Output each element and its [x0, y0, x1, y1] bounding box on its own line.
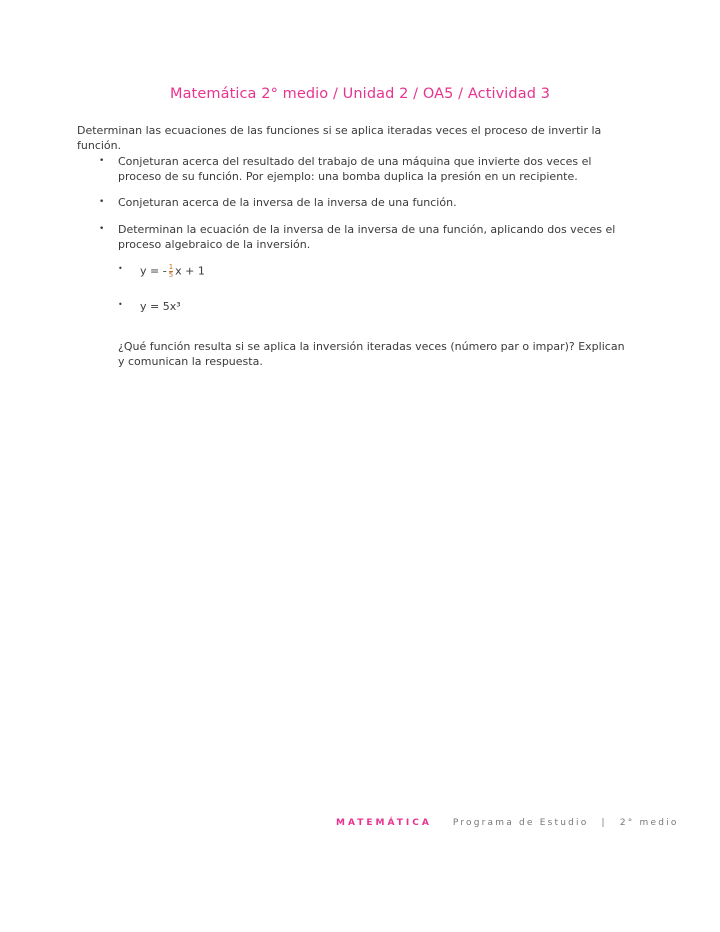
bullet-icon: •	[118, 264, 123, 273]
bullet-icon: •	[99, 224, 105, 234]
bullet-list-3	[77, 222, 622, 252]
list-item-text: Conjeturan acerca de la inversa de la inversa de una función.	[118, 196, 457, 209]
list-item	[77, 154, 622, 184]
page-title: Matemática 2° medio / Unidad 2 / OA5 / Actividad 3	[169, 86, 551, 102]
list-item-text: Determinan la ecuación de la inversa de la inversa de una función, aplicando dos veces el proceso algebraico de la inversión.	[118, 223, 616, 251]
footer-program: Programa de Estudio	[452, 818, 589, 828]
fraction-denominator: 5	[168, 271, 174, 279]
bullet-icon: •	[118, 300, 123, 309]
list-item	[77, 222, 622, 252]
page-footer	[336, 818, 679, 828]
list-item	[77, 195, 622, 210]
bullet-icon: •	[99, 197, 105, 207]
footer-brand: MATEMÁTICA	[336, 818, 432, 828]
intro-paragraph: Determinan las ecuaciones de las funciones si se aplica iteradas veces el proceso de invertir la función.	[77, 124, 602, 152]
equation-prefix: y = -	[140, 264, 167, 278]
equation-1	[140, 264, 205, 279]
bullet-icon: •	[99, 156, 105, 166]
bullet-list-2	[77, 195, 622, 210]
list-item-text: Conjeturan acerca del resultado del trabajo de una máquina que invierte dos veces el proceso de su función. Por ejemplo: una bomba duplica la presión en un recipiente.	[118, 155, 592, 183]
equation-2: y = 5x³	[140, 300, 181, 313]
footer-level: 2° medio	[619, 818, 679, 828]
equation-suffix: x + 1	[175, 264, 205, 278]
fraction	[169, 264, 173, 279]
bullet-list-1	[77, 154, 622, 184]
footer-separator: |	[601, 818, 607, 828]
question-paragraph: ¿Qué función resulta si se aplica la inversión iteradas veces (número par o impar)? Explican y comunican la respuesta.	[118, 340, 625, 368]
fraction-numerator: 1	[168, 263, 174, 271]
